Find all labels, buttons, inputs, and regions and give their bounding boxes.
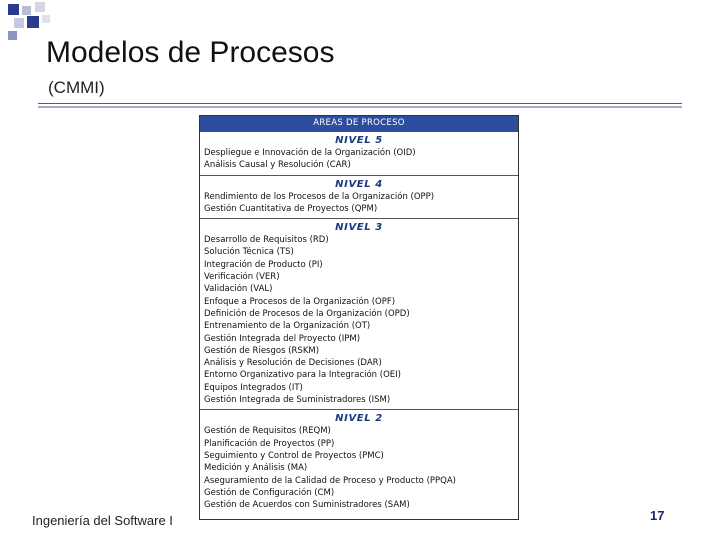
title-divider: [38, 103, 682, 104]
process-area-item: Solución Técnica (TS): [204, 247, 294, 258]
level-heading: NIVEL 2: [335, 413, 383, 425]
slide-subtitle: (CMMI): [48, 78, 105, 97]
process-area-item: Gestión Integrada del Proyecto (IPM): [204, 333, 361, 344]
page-number: 17: [650, 508, 665, 523]
level-section: [200, 132, 518, 175]
decor-square: [8, 4, 19, 15]
process-area-item: Análisis y Resolución de Decisiones (DAR): [204, 358, 382, 369]
title-divider-shadow: [38, 106, 682, 108]
process-area-item: Rendimiento de los Procesos de la Organización (OPP): [204, 191, 435, 202]
process-area-item: Enfoque a Procesos de la Organización (OPF): [204, 296, 396, 307]
process-area-item: Desarrollo de Requisitos (RD): [204, 235, 329, 246]
process-area-item: Gestión Integrada de Suministradores (ISM): [204, 395, 391, 406]
decor-square: [14, 18, 24, 28]
level-heading: NIVEL 3: [335, 222, 383, 234]
table-body: [200, 132, 518, 514]
process-area-item: Validación (VAL): [204, 284, 273, 295]
decor-square: [27, 16, 39, 28]
process-area-item: Aseguramiento de la Calidad de Proceso y Producto (PPQA): [204, 475, 456, 486]
level-section: [200, 175, 518, 219]
process-area-item: Planificación de Proyectos (PP): [204, 438, 335, 449]
decor-square: [22, 6, 31, 15]
process-area-item: Integración de Producto (PI): [204, 259, 323, 270]
decor-square: [8, 31, 17, 40]
decor-square: [35, 2, 45, 12]
process-areas-table: [199, 115, 519, 520]
process-area-item: Análisis Causal y Resolución (CAR): [204, 160, 351, 171]
footer-course-name: Ingeniería del Software I: [32, 513, 173, 528]
process-area-item: Gestión de Riesgos (RSKM): [204, 345, 320, 356]
decor-square: [42, 15, 50, 23]
process-area-item: Equipos Integrados (IT): [204, 382, 303, 393]
level-heading: NIVEL 5: [335, 135, 383, 146]
slide-title: Modelos de Procesos: [46, 36, 335, 69]
process-area-item: Verificación (VER): [204, 272, 280, 283]
process-area-item: Seguimiento y Control de Proyectos (PMC): [204, 450, 384, 461]
level-heading: NIVEL 4: [335, 178, 383, 190]
process-area-item: Despliegue e Innovación de la Organización (OID): [204, 148, 416, 158]
process-area-item: Gestión de Configuración (CM): [204, 487, 335, 498]
process-area-item: Gestión de Acuerdos con Suministradores (SAM): [204, 500, 410, 511]
process-area-item: Entorno Organizativo para la Integración (OEI): [204, 370, 401, 381]
table-header: AREAS DE PROCESO: [200, 116, 518, 132]
process-area-item: Medición y Análisis (MA): [204, 463, 308, 474]
process-area-item: Gestión Cuantitativa de Proyectos (QPM): [204, 203, 378, 214]
process-area-item: Entrenamiento de la Organización (OT): [204, 321, 371, 332]
level-section: [200, 409, 518, 514]
process-area-item: Definición de Procesos de la Organización (OPD): [204, 308, 410, 319]
process-area-item: Gestión de Requisitos (REQM): [204, 426, 331, 437]
level-section: [200, 218, 518, 409]
